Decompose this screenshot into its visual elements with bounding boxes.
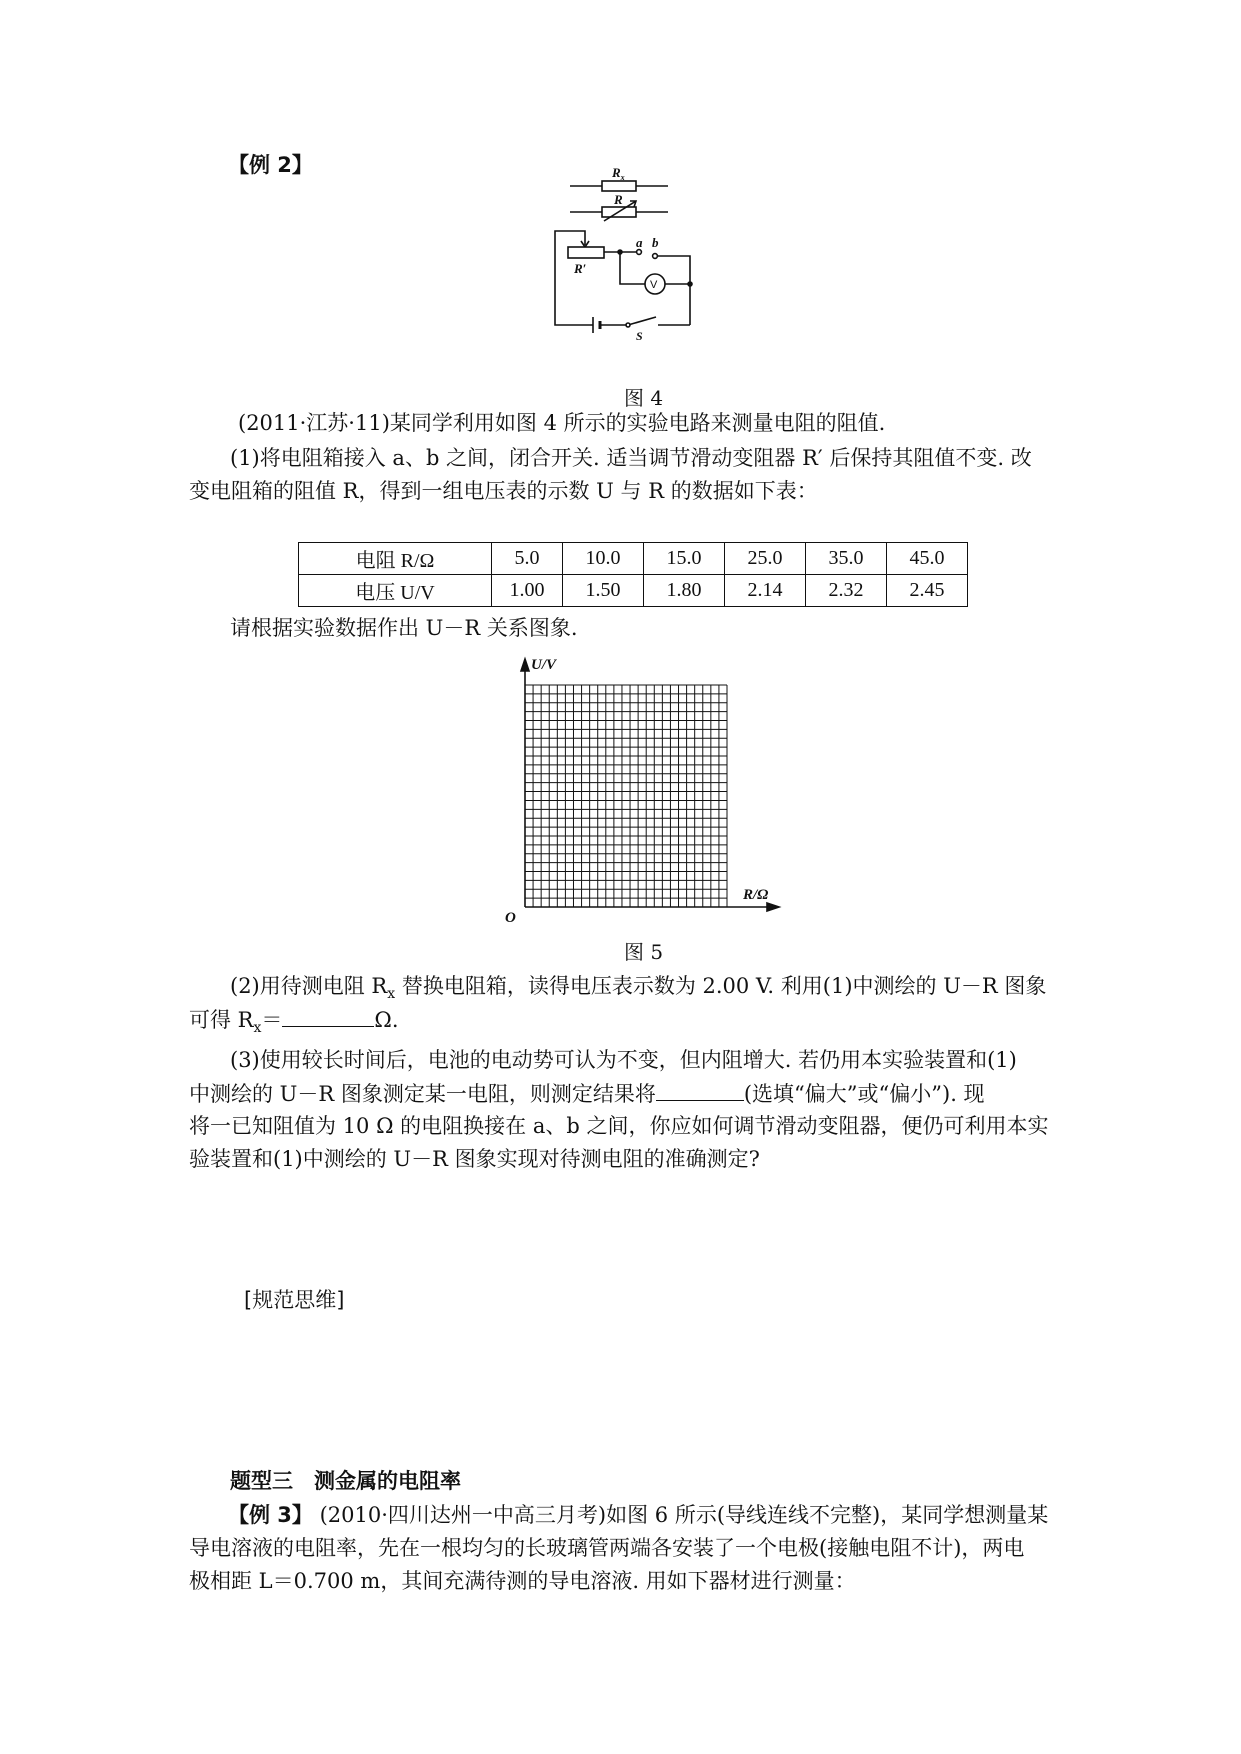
table-cell: 1.00 — [492, 575, 563, 607]
b-label: b — [652, 235, 659, 250]
y-axis-label: U/V — [531, 657, 557, 673]
rprime-label: R′ — [574, 261, 587, 276]
voltmeter-left-wire — [620, 252, 645, 284]
table-cell: 15.0 — [644, 543, 725, 575]
table-cell: 1.80 — [644, 575, 725, 607]
table-cell: 5.0 — [492, 543, 563, 575]
q3-line2: 中测绘的 U－R 图象测定某一电阻，则测定结果将 (选填“偏大”或“偏小”). 现 — [189, 1078, 985, 1109]
r-label: R — [614, 192, 623, 207]
grid-lines — [525, 685, 727, 907]
thinking-label: [规范思维] — [244, 1288, 345, 1312]
origin-label: O — [505, 910, 516, 926]
q3-line1: (3)使用较长时间后，电池的电动势可认为不变，但内阻增大. 若仍用本实验装置和(1) — [230, 1048, 1017, 1072]
example3-line2: 导电溶液的电阻率，先在一根均匀的长玻璃管两端各安装了一个电极(接触电阻不计)，两电 — [189, 1536, 1025, 1560]
q1-line2: 变电阻箱的阻值 R，得到一组电压表的示数 U 与 R 的数据如下表： — [189, 479, 818, 503]
junction-right — [688, 282, 692, 286]
table-cell: 25.0 — [725, 543, 806, 575]
rx-resistor — [602, 181, 636, 191]
terminal-b — [653, 254, 658, 259]
example3-line3: 极相距 L＝0.700 m，其间充满待测的导电溶液. 用如下器材进行测量： — [189, 1569, 856, 1593]
answer-blank-rx[interactable] — [282, 1004, 374, 1027]
switch-label: S — [636, 329, 643, 343]
example3-label: 【例 3】 — [228, 1503, 313, 1527]
table-cell: 1.50 — [563, 575, 644, 607]
switch-pivot — [626, 323, 630, 327]
voltmeter-label: V — [650, 279, 658, 291]
x-axis-arrow — [767, 903, 779, 911]
table-cell: 45.0 — [887, 543, 968, 575]
figure5-caption: 图 5 — [624, 940, 664, 964]
q3-line4: 验装置和(1)中测绘的 U－R 图象实现对待测电阻的准确测定? — [189, 1147, 760, 1171]
example2-intro: (2011·江苏·11)某同学利用如图 4 所示的实验电路来测量电阻的阻值. — [238, 411, 886, 435]
y-axis-arrow — [521, 659, 529, 671]
x-axis-label: R/Ω — [743, 887, 769, 903]
answer-blank-bias[interactable] — [656, 1078, 744, 1101]
q1-line1: (1)将电阻箱接入 a、b 之间，闭合开关. 适当调节滑动变阻器 R′ 后保持其阻值不变. 改 — [230, 446, 1032, 470]
table-row-voltage — [299, 575, 968, 607]
rx-label: $R_x$ — [612, 165, 625, 182]
figure4-caption: 图 4 — [624, 386, 664, 410]
q2-line1: (2)用待测电阻 $R_x$ 替换电阻箱，读得电压表示数为 2.00 V. 利用(1)中测绘的 U－R 图象 — [230, 974, 1047, 1003]
data-table — [298, 542, 968, 607]
q3-line3: 将一已知阻值为 10 Ω 的电阻换接在 a、b 之间，你应如何调节滑动变阻器，便仍可利用本实 — [189, 1114, 1049, 1138]
section3-title: 题型三 测金属的电阻率 — [230, 1469, 461, 1493]
example3-line1: 【例 3】 (2010·四川达州一中高三月考)如图 6 所示(导线连线不完整)，某同学想测量某 — [228, 1503, 1049, 1527]
table-cell: 2.32 — [806, 575, 887, 607]
a-label: a — [636, 235, 643, 250]
rprime-rheostat — [568, 247, 604, 258]
table-cell: 10.0 — [563, 543, 644, 575]
table-header-resistance: 电阻 R/Ω — [299, 543, 492, 575]
graph-paper — [495, 655, 785, 925]
q2-line2: 可得 $R_x= \Omega$. — [189, 1004, 399, 1043]
switch-blade — [628, 317, 656, 325]
table-cell: 35.0 — [806, 543, 887, 575]
table-cell: 2.45 — [887, 575, 968, 607]
terminal-a — [637, 250, 642, 255]
circuit-diagram — [560, 165, 720, 375]
table-header-voltage: 电压 U/V — [299, 575, 492, 607]
example2-label: 【例 2】 — [228, 153, 313, 177]
table-cell: 2.14 — [725, 575, 806, 607]
table-row-resistance — [299, 543, 968, 575]
plot-instruction: 请根据实验数据作出 U－R 关系图象. — [230, 616, 578, 640]
junction-left — [618, 250, 622, 254]
